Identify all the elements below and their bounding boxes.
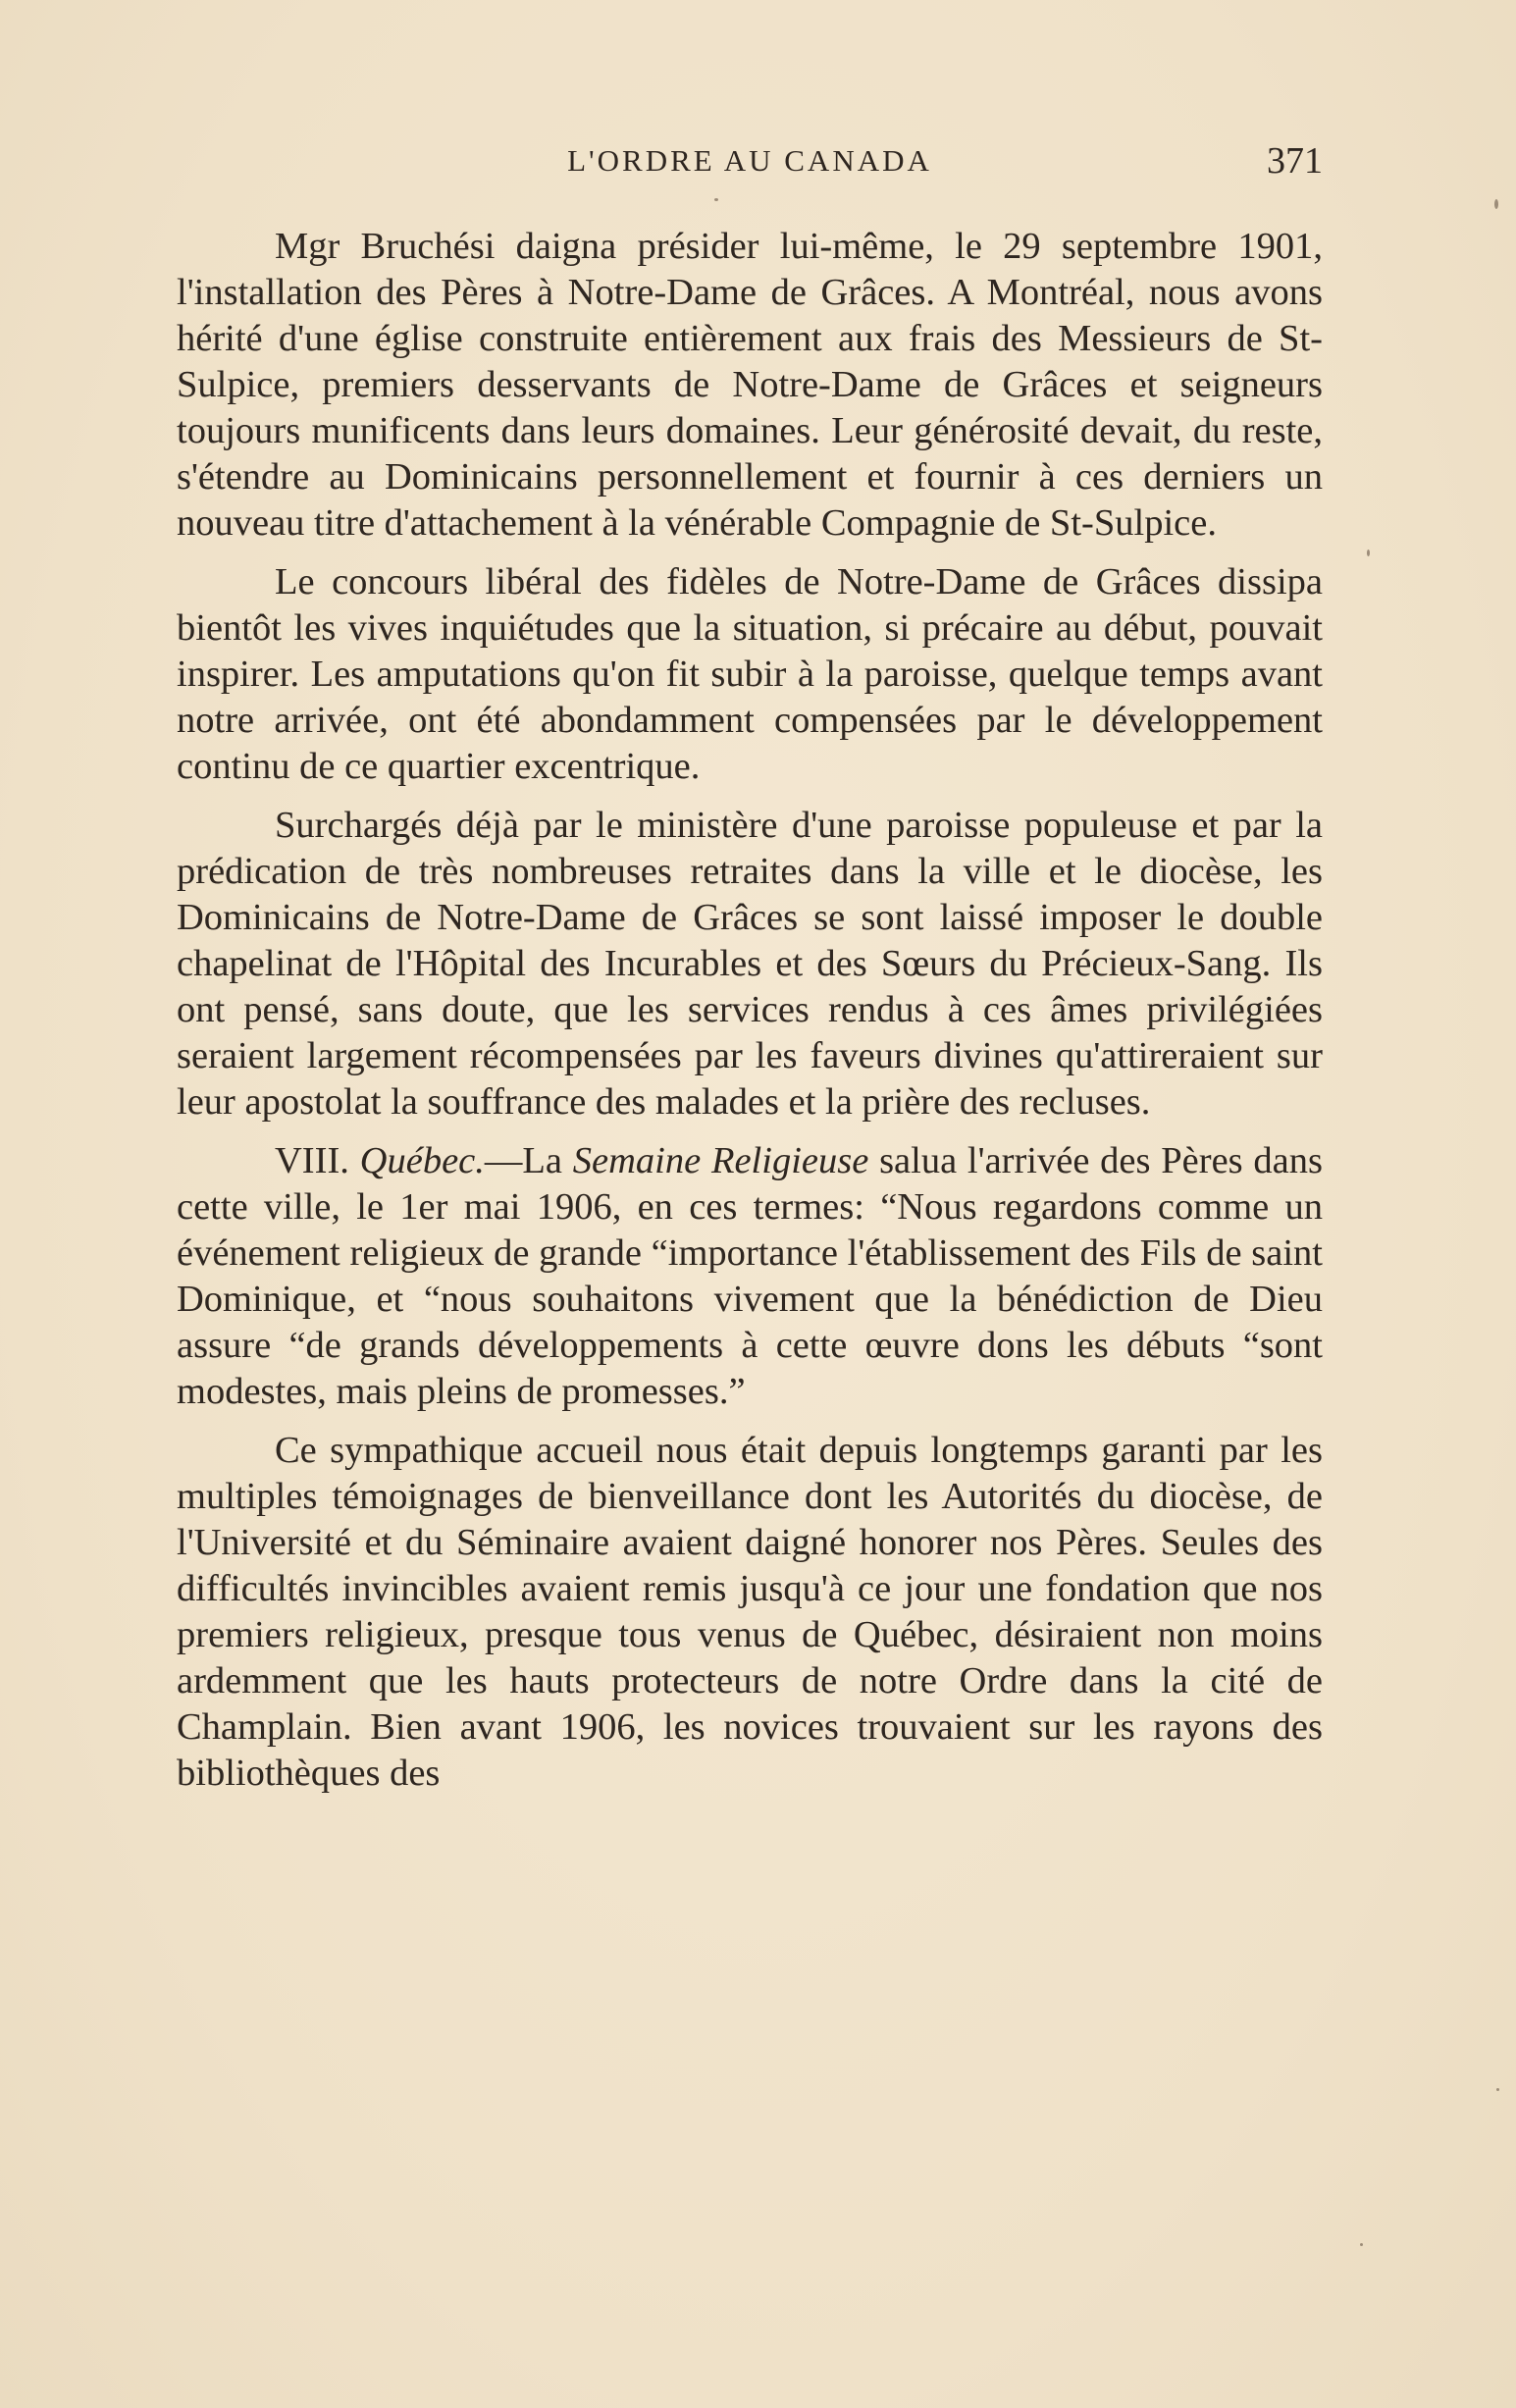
paper-speck <box>714 198 718 201</box>
section-dash: —La <box>484 1140 573 1181</box>
running-head <box>177 140 1323 192</box>
page-number: 371 <box>1267 140 1323 182</box>
paper-speck <box>1360 2243 1363 2246</box>
paragraph-4 <box>177 1138 1323 1415</box>
paragraph-3: Surchargés déjà par le ministère d'une paroisse populeuse et par la prédication de très nombreuses retraites dans la ville et le diocèse, les Dominicains de Notre-Dame de Grâces se sont laissé imposer le double chapelinat de l'Hôpital des Incurables et des Sœurs du Précieux-Sang. Ils ont pensé, sans doute, que les services rendus à ces âmes privilégiées seraient largement récompensées par les faveurs divines qu'attireraient sur leur apostolat la souffrance des malades et la prière des recluses. <box>177 805 1323 1123</box>
body-text <box>177 224 1323 1797</box>
section-number: VIII. <box>275 1140 360 1181</box>
paragraph-5: Ce sympathique accueil nous était depuis longtemps garanti par les multiples témoignages de bienveillance dont les Autorités du diocèse, de l'Université et du Séminaire avaient daigné honorer nos Pères. Seules des difficultés invincibles avaient remis jusqu'à ce jour une fondation que nos premiers religieux, presque tous venus de Québec, désiraient non moins ardemment que les hauts protecteurs de notre Ordre dans la cité de Champlain. Bien avant 1906, les novices trouvaient sur les rayons des bibliothèques des <box>177 1430 1323 1794</box>
paper-speck <box>1496 2088 1499 2091</box>
section-text: salua l'arrivée des Pères dans cette ville, le 1er mai 1906, en ces termes: “Nous regardons comme un événement religieux de grande “importance l'établissement des Fils de saint Dominique, et “nous souhaitons vivement que la bénédiction de Dieu assure “de grands développements à cette œuvre dons les débuts “sont modestes, mais pleins de promesses.” <box>177 1140 1323 1412</box>
running-title: L'ORDRE AU CANADA <box>567 143 932 178</box>
paper-speck <box>1494 199 1498 209</box>
section-city: Québec. <box>359 1140 485 1181</box>
paragraph-1: Mgr Bruchési daigna présider lui-même, le 29 septembre 1901, l'installation des Pères à Notre-Dame de Grâces. A Montréal, nous avons hérité d'une église construite entièrement aux frais des Messieurs de St-Sulpice, premiers desservants de Notre-Dame de Grâces et seigneurs toujours munificents dans leurs domaines. Leur générosité devait, du reste, s'étendre au Dominicains personnellement et fournir à ces derniers un nouveau titre d'attachement à la vénérable Compagnie de St-Sulpice. <box>177 226 1323 544</box>
paragraph-2: Le concours libéral des fidèles de Notre-Dame de Grâces dissipa bientôt les vives inquiétudes que la situation, si précaire au début, pouvait inspirer. Les amputations qu'on fit subir à la paroisse, quelque temps avant notre arrivée, ont été abondamment compensées par le développement continu de ce quartier excentrique. <box>177 561 1323 787</box>
journal-title: Semaine Religieuse <box>572 1140 869 1181</box>
paper-speck <box>1367 550 1370 556</box>
